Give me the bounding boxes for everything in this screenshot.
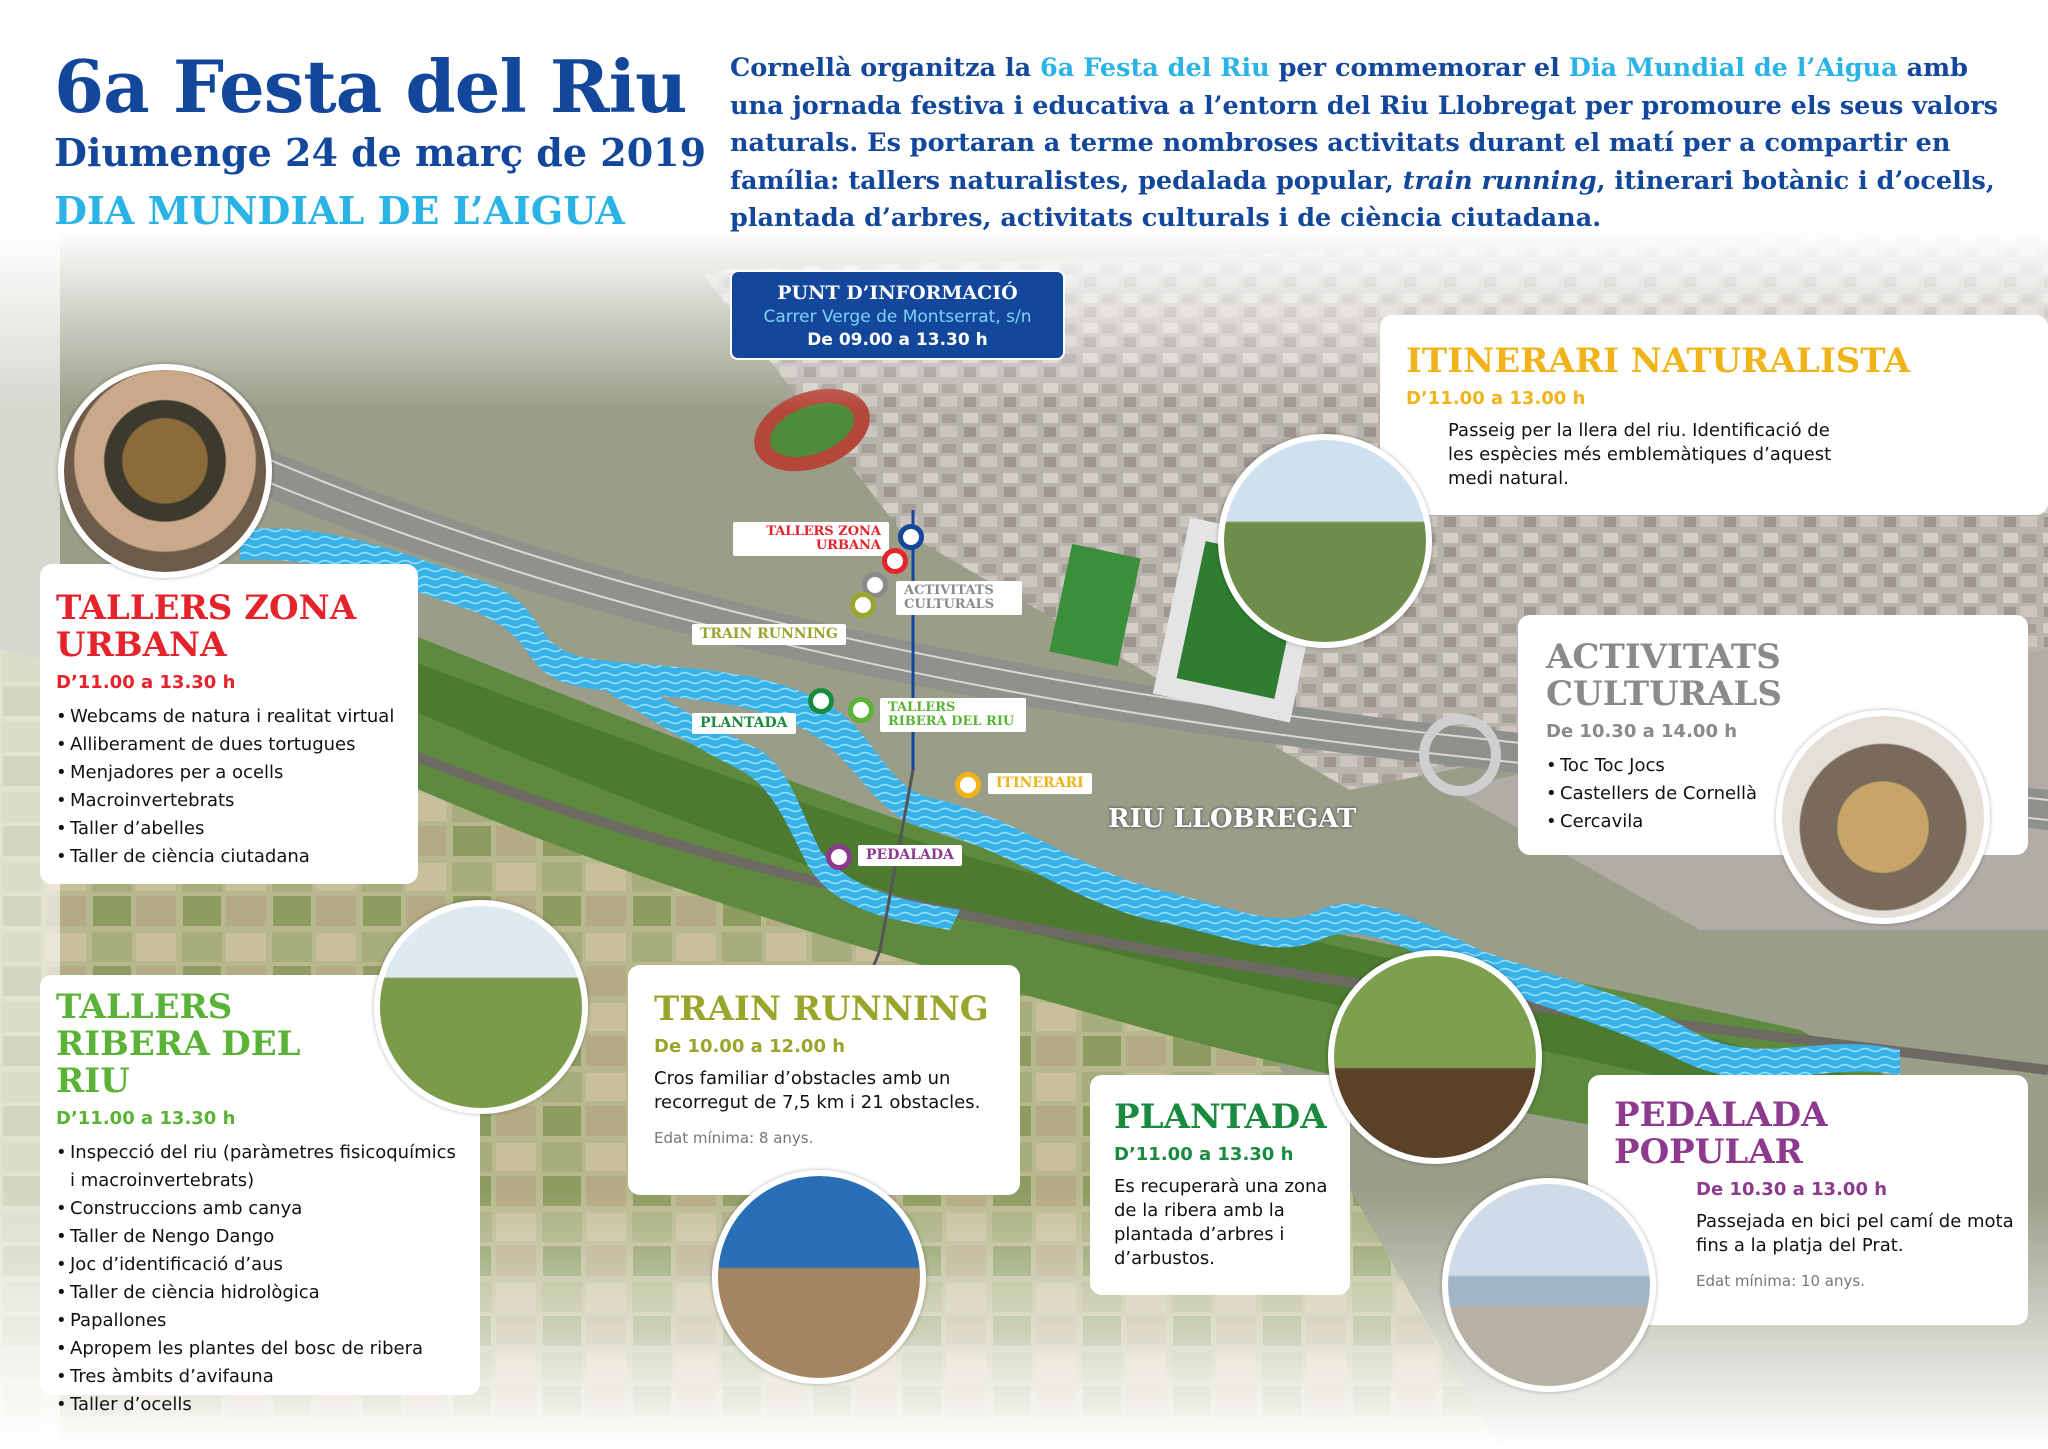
list-item: • Taller de ciència ciutadana xyxy=(56,843,418,871)
list-item: • Tres àmbits d’avifauna xyxy=(56,1363,456,1391)
card-title: TRAIN RUNNING xyxy=(654,989,989,1029)
map-label-train-running: TRAIN RUNNING xyxy=(692,624,846,645)
info-point-box xyxy=(730,270,1065,360)
map-label-pedalada: PEDALADA xyxy=(858,845,962,866)
card-list xyxy=(56,1139,456,1419)
card-title: PLANTADA xyxy=(1114,1097,1327,1137)
list-item: • Toc Toc Jocs xyxy=(1546,752,2028,780)
intro-paragraph: Cornellà organitza la 6a Festa del Riu per commemorar el Dia Mundial de l’Aigua amb una jornada festiva i educativa a l’entorn del Riu Llobregat per promoure els seus valors naturals. Es portaran a terme nombroses activitats durant el matí per a compartir en família: tallers naturalistes, pedalada popular, train running, itinerari botànic i d’ocells, plantada d’arbres, activitats culturals i de ciència ciutadana. xyxy=(730,53,1999,233)
list-item: • Taller d’ocells xyxy=(56,1391,456,1419)
river-label: RIU LLOBREGAT xyxy=(1108,804,1357,834)
card-tallers-zona-urbana xyxy=(40,564,418,884)
itinerari-pin[interactable] xyxy=(955,772,981,798)
birdwatching-photo xyxy=(1218,434,1432,648)
info-point-pin[interactable] xyxy=(898,524,924,550)
map-label-tallers-urbana: TALLERS ZONA URBANA xyxy=(733,522,889,556)
card-itinerari xyxy=(1380,315,2048,515)
info-point-address: Carrer Verge de Montserrat, s/n xyxy=(763,307,1032,327)
list-item: • Webcams de natura i realitat virtual xyxy=(56,703,418,731)
tallers-urbana-pin[interactable] xyxy=(882,548,908,574)
map-label-tallers-ribera: TALLERS RIBERA DEL RIU xyxy=(880,698,1026,732)
card-plantada xyxy=(1090,1075,1350,1295)
card-time: D’11.00 a 13.30 h xyxy=(56,1108,236,1129)
card-time: De 10.00 a 12.00 h xyxy=(654,1036,846,1057)
card-time: D’11.00 a 13.00 h xyxy=(1406,388,1586,409)
card-title: PEDALADA POPULAR xyxy=(1614,1095,1828,1172)
card-title: TALLERS RIBERA DEL RIU xyxy=(56,987,301,1101)
list-item: • Menjadores per a ocells xyxy=(56,759,418,787)
card-train-running xyxy=(628,965,1020,1195)
list-item: • Taller de ciència hidrològica xyxy=(56,1279,456,1307)
event-date: Diumenge 24 de març de 2019 xyxy=(54,130,707,175)
list-item: • Inspecció del riu (paràmetres fisicoquímics i macroinvertebrats) xyxy=(56,1139,456,1195)
list-item: • Papallones xyxy=(56,1307,456,1335)
map-label-activitats: ACTIVITATS CULTURALS xyxy=(896,581,1022,615)
card-note: Edat mínima: 10 anys. xyxy=(1696,1272,1865,1290)
card-description: Es recuperarà una zona de la ribera amb la plantada d’arbres i d’arbustos. xyxy=(1114,1176,1328,1269)
card-list xyxy=(56,703,418,871)
tree-planting-photo xyxy=(1328,950,1542,1164)
map-label-itinerari: ITINERARI xyxy=(988,773,1092,794)
plantada-pin[interactable] xyxy=(808,688,834,714)
list-item: • Macroinvertebrats xyxy=(56,787,418,815)
list-item: • Joc d’identificació d’aus xyxy=(56,1251,456,1279)
info-point-hours: De 09.00 a 13.30 h xyxy=(807,330,988,350)
bike-ride-photo xyxy=(1442,1178,1656,1392)
list-item: • Construccions amb canya xyxy=(56,1195,456,1223)
card-description: Cros familiar d’obstacles amb un recorregut de 7,5 km i 21 obstacles. xyxy=(654,1068,981,1113)
list-item: • Cercavila xyxy=(1546,808,2028,836)
turtle-photo xyxy=(58,364,272,578)
event-day-name: DIA MUNDIAL DE L’AIGUA xyxy=(54,188,625,233)
card-description: Passeig per la llera del riu. Identificació de les espècies més emblemàtiques d’aquest medi natural. xyxy=(1448,420,1832,489)
list-item: • Apropem les plantes del bosc de ribera xyxy=(56,1335,456,1363)
train-running-photo xyxy=(712,1170,926,1384)
train-running-pin[interactable] xyxy=(850,592,876,618)
list-item: • Alliberament de dues tortugues xyxy=(56,731,418,759)
list-item: • Castellers de Cornellà xyxy=(1546,780,2028,808)
list-item: • Taller de Nengo Dango xyxy=(56,1223,456,1251)
list-item: • Taller d’abelles xyxy=(56,815,418,843)
card-time: D’11.00 a 13.30 h xyxy=(1114,1144,1294,1165)
card-title: ACTIVITATS CULTURALS xyxy=(1546,637,1782,714)
card-note: Edat mínima: 8 anys. xyxy=(654,1129,814,1147)
info-point-title: PUNT D’INFORMACIÓ xyxy=(777,282,1018,304)
riverbank-workshop-photo xyxy=(374,900,588,1114)
pedalada-pin[interactable] xyxy=(826,844,852,870)
card-time: D’11.00 a 13.30 h xyxy=(56,672,236,693)
card-time: De 10.30 a 14.00 h xyxy=(1546,721,1738,742)
board-games-photo xyxy=(1776,710,1990,924)
card-title: TALLERS ZONA URBANA xyxy=(56,588,357,665)
map-label-plantada: PLANTADA xyxy=(692,713,796,734)
card-time: De 10.30 a 13.00 h xyxy=(1696,1179,1888,1200)
card-title: ITINERARI NATURALISTA xyxy=(1406,341,1911,381)
card-description: Passejada en bici pel camí de mota fins a la platja del Prat. xyxy=(1696,1211,2014,1256)
page-title: 6a Festa del Riu xyxy=(54,44,687,129)
tallers-ribera-pin[interactable] xyxy=(848,697,874,723)
